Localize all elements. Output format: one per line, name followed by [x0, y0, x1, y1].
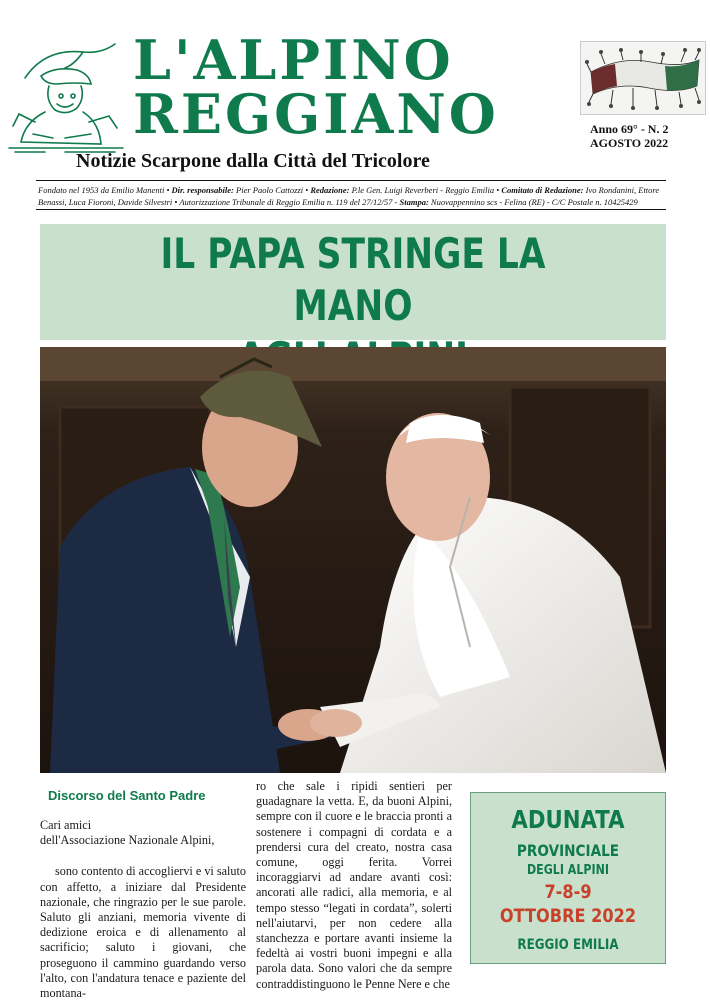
- credits-director: Pier Paolo Cattozzi: [236, 185, 304, 195]
- tricolore-flag-illustration: [580, 41, 706, 115]
- alpino-mascot-illustration: [5, 38, 127, 156]
- adunata-title: ADUNATA: [511, 805, 625, 834]
- credits-committee-label: Comitato di Redazione:: [501, 185, 584, 195]
- masthead-title-line1: L'ALPINO: [133, 28, 454, 92]
- credits-top-rule: [36, 180, 666, 181]
- issue-info: [590, 122, 668, 150]
- credits-bottom-rule: [36, 209, 666, 210]
- adunata-box: [470, 792, 666, 964]
- adunata-dates: 7-8-9: [544, 881, 592, 903]
- credits-block: Fondato nel 1953 da Emilio Manenti • Dir. responsabile: Pier Paolo Cattozzi • Redazione: P.le Gen. Luigi Reverberi - Reggio Emilia • Comitato di Redazione: Ivo Rondanini, Ettore Benassi, Luca Fioroni, Davide Silvestri • Autorizzazione Tribunale di Reggio Emilia n. 119 del 27/12/57 - Stampa: Nuovappennino scs - Felina (RE) - C/C Postale n. 10425429: [38, 185, 660, 207]
- credits-print-label: Stampa:: [399, 197, 429, 207]
- credits-authorization: Autorizzazione Tribunale di Reggio Emilia n. 119 del 27/12/57: [179, 197, 393, 207]
- adunata-degli-alpini: DEGLI ALPINI: [527, 863, 609, 878]
- masthead-subtitle: Notizie Scarpone dalla Città del Tricolore: [76, 150, 430, 172]
- article-section-title: Discorso del Santo Padre: [48, 788, 206, 803]
- headline-line1: IL PAPA STRINGE LA MANO: [160, 229, 546, 330]
- adunata-provinciale: PROVINCIALE: [516, 841, 620, 860]
- credits-committee: Ivo Rondanini, Ettore Benassi, Luca Fioroni, Davide Silvestri: [38, 185, 660, 207]
- pope-handshake-photo: [40, 347, 666, 773]
- greeting-line1: Cari amici: [40, 818, 92, 832]
- issue-date: AGOSTO 2022: [590, 136, 669, 150]
- credits-postal: C/C Postale n. 10425429: [551, 197, 638, 207]
- masthead-title-line2: REGGIANO: [133, 82, 499, 146]
- masthead: [0, 0, 710, 180]
- credits-director-label: Dir. responsabile:: [171, 185, 234, 195]
- credits-print: Nuovappennino scs - Felina (RE): [430, 197, 545, 207]
- credits-editorial-label: Redazione:: [310, 185, 350, 195]
- article-column-2: [256, 779, 452, 992]
- article-column-1: [40, 818, 246, 1001]
- adunata-month: OTTOBRE 2022: [499, 905, 637, 927]
- article-greeting: [40, 818, 246, 848]
- issue-number: Anno 69° - N. 2: [590, 122, 669, 136]
- article-col2-text: ro che sale i ripidi sentieri per guadagnare la vetta. E, da buoni Alpini, sempre con il cuore e le braccia pronti a sostenere i compagni di cordata e a prendersi cura del creato, nostra casa comune, oggi ferita. Vorrei incoraggiarvi ad andare avanti così: ancorati alle radici, alla memoria, e al tempo stesso “legati in cordata”, solerti nell'aiutarvi, per non cedere alla stanchezza e portare avanti insieme la fedeltà ai vostri buoni impegni e alla parola data. Sono valori che da sempre contraddistinguono le Penne Nere e che: [256, 779, 452, 991]
- article-col1-text: sono contento di accogliervi e vi saluto con affetto, a iniziare dal Presidente nazionale, che ringrazio per le sue parole. Saluto gli anziani, memoria vivente di dedizione eroica e di allenamento al sacrificio; saluto i giovani, che proseguono il cammino guardando verso l'alto, con l'andatura tenace e paziente del montana-: [40, 864, 246, 1001]
- credits-editorial: P.le Gen. Luigi Reverberi - Reggio Emilia: [351, 185, 495, 195]
- adunata-place: REGGIO EMILIA: [517, 937, 619, 953]
- credits-founded: Fondato nel 1953 da Emilio Manenti: [38, 185, 165, 195]
- greeting-line2: dell'Associazione Nazionale Alpini,: [40, 833, 215, 848]
